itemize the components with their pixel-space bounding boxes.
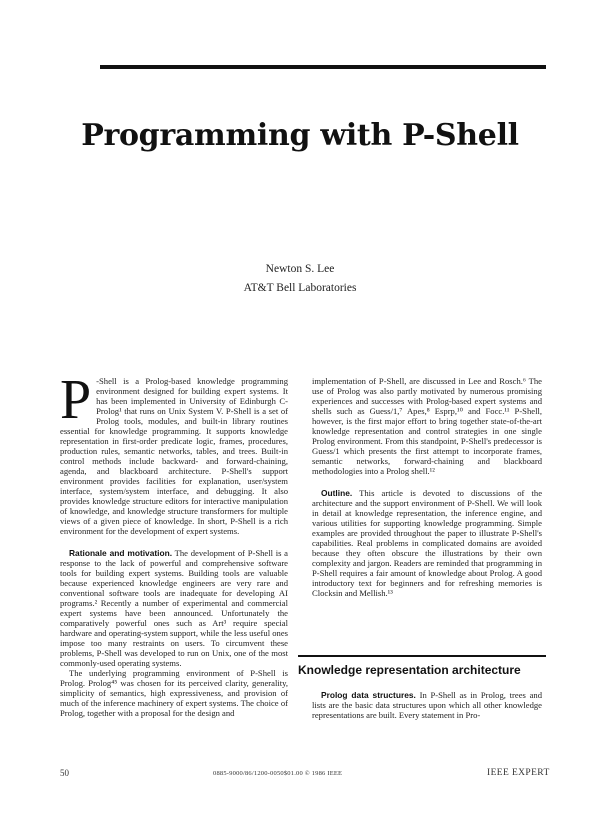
outline-paragraph	[312, 488, 542, 598]
article-title: Programming with P-Shell	[81, 118, 519, 153]
copyright-code: 0885-9000/86/1200-0050$01.00 © 1986 IEEE	[213, 770, 343, 777]
outline-text: This article is devoted to discussions of the architecture and the support environment of P-Shell. We will look in detail at knowledge representation, the inference engine, and various utilities for supporting knowledge programming. Simple examples are provided throughout the paper to illustrate P-Shell's capabilities. Real problems in complicated domains are avoided because they often obscure the illustrations by their own complexity and jargon. Readers are reminded that programming in P-Shell requires a fair amount of knowledge about Prolog. A good introductory text for beginners and for refreshing memories is Clocksin and Mellish.¹³	[312, 488, 543, 598]
section-heading: Knowledge representation architecture	[298, 655, 546, 677]
rationale-paragraph	[60, 548, 288, 668]
rationale-heading: Rationale and motivation.	[69, 548, 173, 558]
left-column	[60, 369, 288, 718]
author-affiliation: AT&T Bell Laboratories	[243, 282, 357, 294]
intro-paragraph	[60, 369, 288, 536]
right-column	[312, 376, 542, 598]
intro-text: -Shell is a Prolog-based knowledge programming environment designed for building expert systems. It has been implemented in University of Edinburgh C-Prolog¹ that runs on Unix System V. P-Shell is a set of Prolog tools, modules, and built-in library routines essential for knowledge programming. It supports knowledge representation in first-order predicate logic, frames, procedures, production rules, semantic networks, tables, and trees. Built-in control methods include backward- and forward-chaining, agenda, and blackboard architecture. P-Shell's support environment provides facilities for explanation, user/system interface, system/system interface, and debugging. It also provides knowledge structure editors for interactive manipulation of knowledge, and knowledge structure transformers for multiple views of a given piece of knowledge. In short, P-Shell is a rich environment for the development of expert systems.	[60, 376, 288, 536]
drop-cap: P	[60, 369, 92, 431]
prolog-ds-heading: Prolog data structures.	[321, 690, 416, 700]
underlying-paragraph	[60, 668, 288, 718]
right-column-continued	[312, 690, 542, 720]
prolog-ds-text: In P-Shell as in Prolog, trees and lists are the basic data structures upon which all other knowledge representations are built. Every statement in Pro-	[312, 690, 542, 720]
underlying-text: The underlying programming environment of P-Shell is Prolog. Prolog⁴⁵ was chosen for its perceived clarity, generality, simplicity of semantics, high expressiveness, and provision of much of the inference machinery of expert systems. The choice of Prolog, together with a proposal for the design and	[60, 668, 288, 718]
author-name: Newton S. Lee	[265, 263, 335, 275]
magazine-name: IEEE EXPERT	[487, 768, 550, 778]
underlying-continued: implementation of P-Shell, are discussed in Lee and Rosch.⁶ The use of Prolog was also partly motivated by numerous promising experiences and successes with Prolog-based expert systems and shells such as Guess/1,⁷ Apes,⁸ Esprp,¹⁰ and Focc.¹¹ P-Shell, however, is the first major effort to bring together state-of-the-art knowledge representation and control strategies in one single Prolog environment. From this standpoint, P-Shell's predecessor is Guess/1 which presents the first attempt to incorporate frames, semantic networks, forward-chaining and blackboard methodologies into a Prolog shell.¹²	[312, 376, 542, 476]
prolog-ds-paragraph	[312, 690, 542, 720]
rationale-text: The development of P-Shell is a response to the lack of powerful and comprehensive software tools for building expert systems. Building tools are valuable because experienced knowledge engineers are very rare and conventional software tools are inadequate for developing AI programs.² Recently a number of experimental and commercial expert systems have been announced. Unfortunately the comparatively powerful ones such as Art³ require special hardware and operating-system support, while the less useful ones impose too many restraints on users. To circumvent these problems, P-Shell was developed to run on Unix, one of the most commonly-used operating systems.	[60, 548, 288, 668]
top-rule	[100, 65, 546, 69]
page-number: 50	[60, 768, 69, 778]
outline-heading: Outline.	[321, 488, 353, 498]
